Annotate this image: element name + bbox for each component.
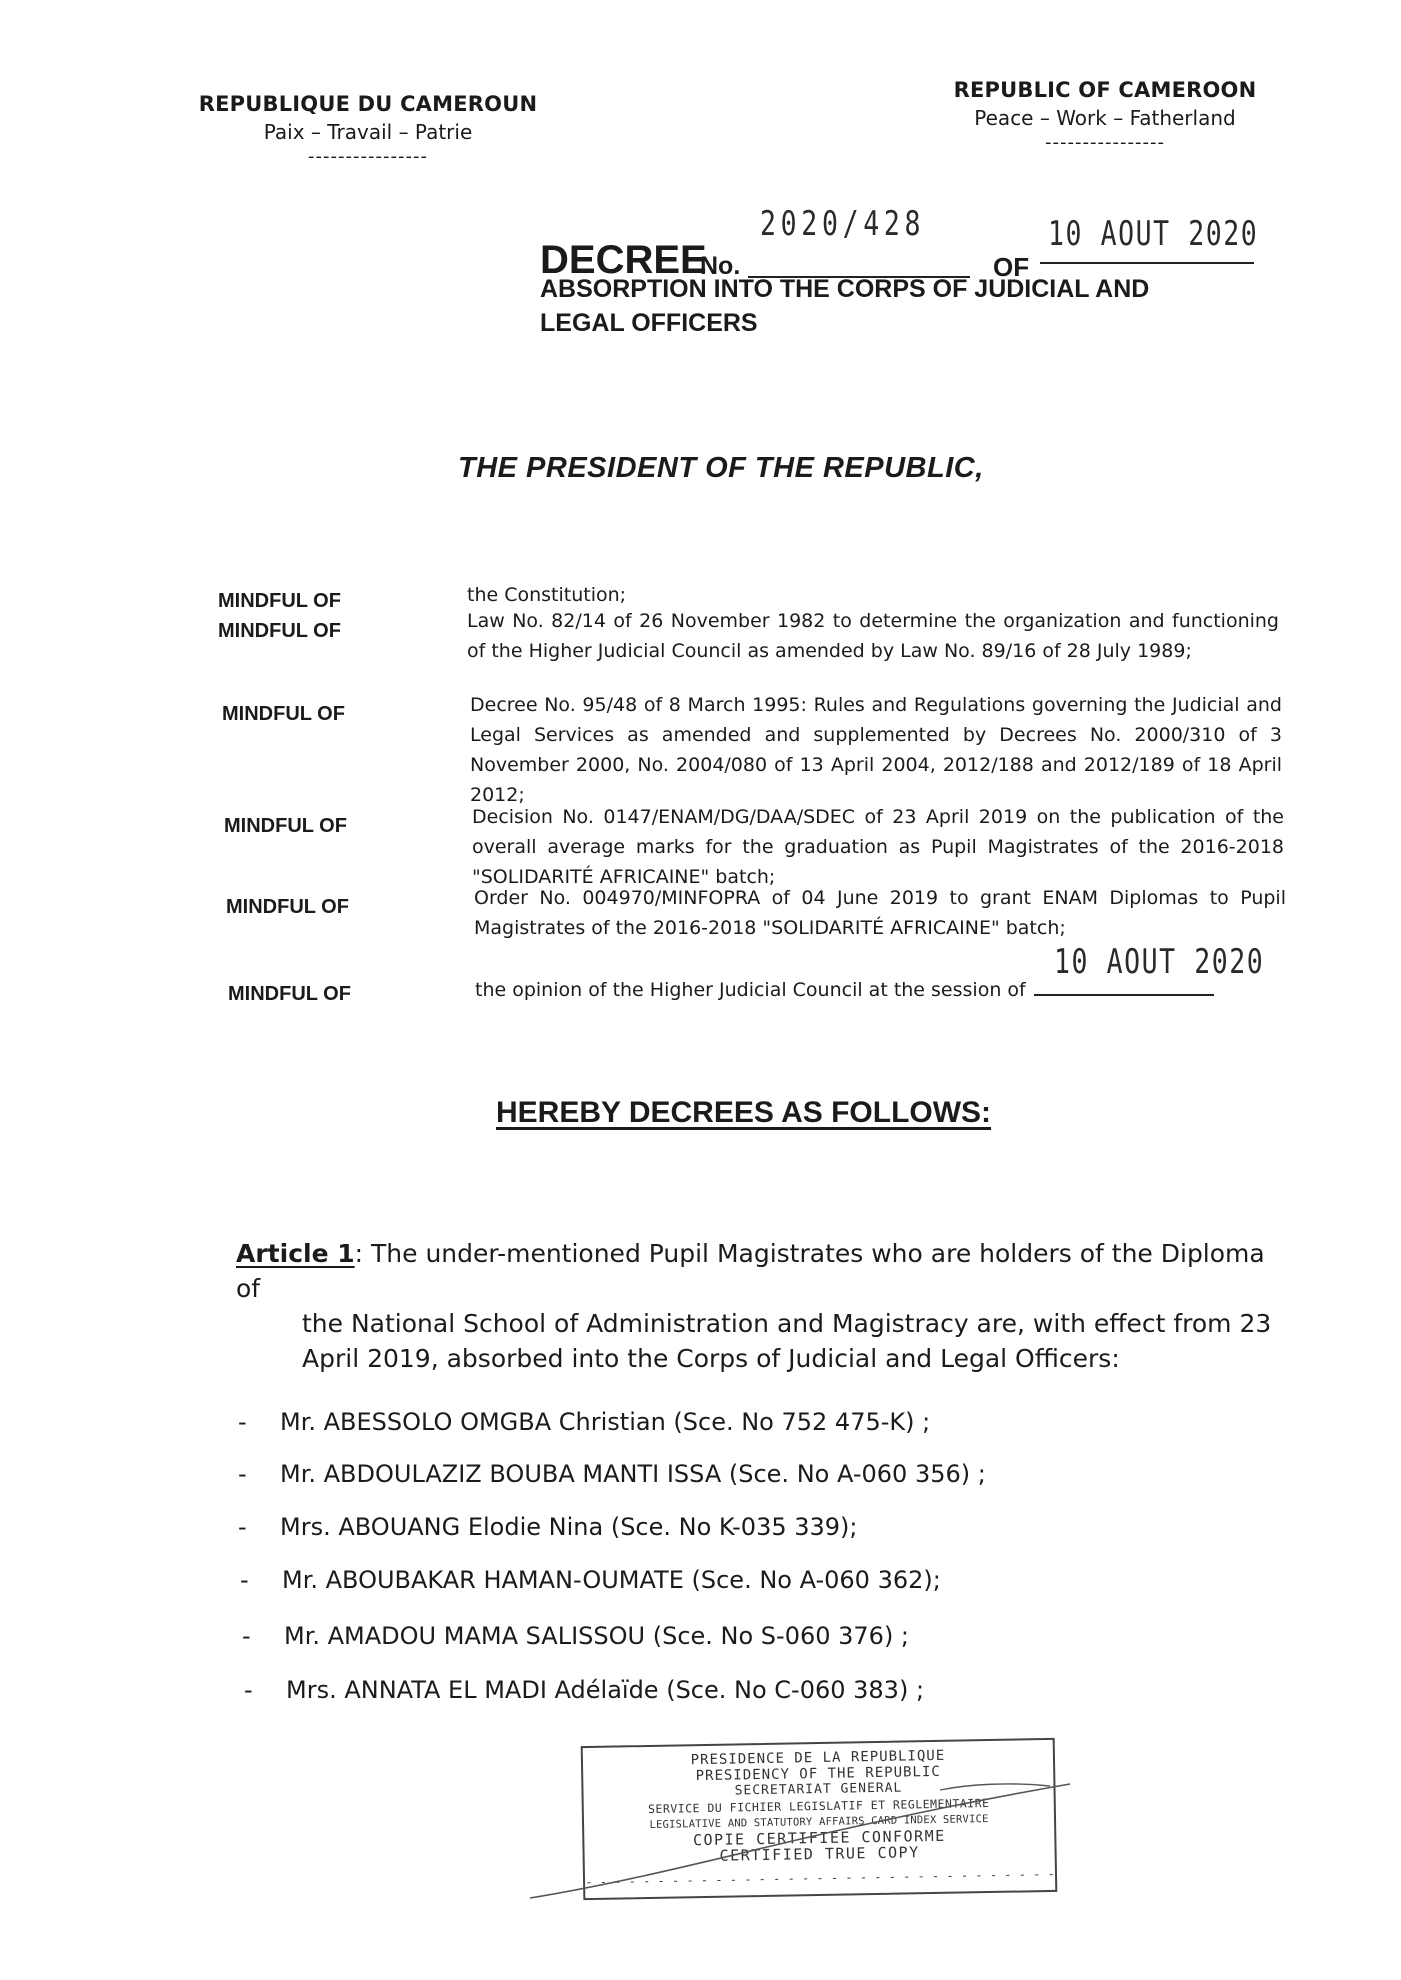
article-1-line-3: April 2019, absorbed into the Corps of Judicial and Legal Officers: <box>302 1344 1120 1373</box>
stamp-line-7: CERTIFIED TRUE COPY <box>719 1843 920 1865</box>
decree-date-line <box>1040 262 1254 264</box>
decree-subject-line-2: LEGAL OFFICERS <box>540 309 758 337</box>
list-item <box>244 1676 924 1704</box>
decree-subject-line-1: ABSORPTION INTO THE CORPS OF JUDICIAL AND <box>540 275 1150 303</box>
header-right-motto: Peace – Work – Fatherland <box>974 106 1236 130</box>
decree-subject <box>540 272 1149 340</box>
list-bullet: - <box>238 1460 247 1488</box>
list-item-text: Mr. AMADOU MAMA SALISSOU (Sce. No S-060 376) ; <box>284 1622 910 1650</box>
list-bullet: - <box>238 1513 247 1541</box>
decree-of-label: OF <box>993 252 1030 282</box>
council-session-line <box>1034 942 1265 996</box>
stamp-dashes: - - - - - - - - - - - - - - - - - - - - - - - - - - - - - - - - - <box>585 1866 1055 1890</box>
mindful-label-5: MINDFUL OF <box>226 896 349 918</box>
stamp-line-5: LEGISLATIVE AND STATUTORY AFFAIRS CARD INDEX SERVICE <box>649 1813 989 1831</box>
list-item <box>240 1566 941 1594</box>
stamp-line-4: SERVICE DU FICHIER LEGISLATIF ET REGLEMENTAIRE <box>647 1796 990 1816</box>
president-heading: THE PRESIDENT OF THE REPUBLIC, <box>458 452 984 484</box>
council-session-date: 10 AOUT 2020 <box>1053 942 1265 982</box>
article-1-line-1 <box>236 1236 1276 1306</box>
header-left <box>168 92 568 167</box>
list-item-text: Mr. ABDOULAZIZ BOUBA MANTI ISSA (Sce. No A-060 356) ; <box>280 1460 986 1488</box>
decree-title: DECREE <box>540 238 707 282</box>
article-1-line-2: the National School of Administration and Magistracy are, with effect from 23 <box>302 1309 1272 1338</box>
stamp-line-1: PRESIDENCE DE LA REPUBLIQUE <box>690 1747 946 1769</box>
list-item-text: Mrs. ANNATA EL MADI Adélaïde (Sce. No C-060 383) ; <box>286 1676 925 1704</box>
header-right <box>905 78 1305 153</box>
list-item <box>238 1408 930 1436</box>
mindful-label-3: MINDFUL OF <box>222 703 345 725</box>
mindful-text-2: Law No. 82/14 of 26 November 1982 to determine the organization and functioning of the Higher Judicial Council as amended by Law No. 89/16 of 28 July 1989; <box>467 610 1279 662</box>
stamp-line-2: PRESIDENCY OF THE REPUBLIC <box>695 1763 941 1785</box>
mindful-label-4: MINDFUL OF <box>224 815 347 837</box>
list-item-text: Mrs. ABOUANG Elodie Nina (Sce. No K-035 339); <box>280 1513 858 1541</box>
decree-number: 2020/428 <box>760 204 926 244</box>
list-item-text: Mr. ABOUBAKAR HAMAN-OUMATE (Sce. No A-060 362); <box>282 1566 941 1594</box>
list-bullet: - <box>238 1408 247 1436</box>
mindful-text-4: Decision No. 0147/ENAM/DG/DAA/SDEC of 23 April 2019 on the publication of the overall average marks for the graduation as Pupil Magistrates of the 2016-2018 "SOLIDARITÉ AFRICAINE" batch; <box>472 806 1284 888</box>
header-left-separator: ---------------- <box>308 146 428 167</box>
list-item-text: Mr. ABESSOLO OMGBA Christian (Sce. No 752 475-K) ; <box>280 1408 931 1436</box>
list-bullet: - <box>244 1676 253 1704</box>
header-left-motto: Paix – Travail – Patrie <box>263 120 473 144</box>
mindful-label-6: MINDFUL OF <box>228 983 351 1005</box>
article-1-label: Article 1 <box>236 1239 355 1268</box>
header-right-country: REPUBLIC OF CAMEROON <box>953 78 1257 102</box>
mindful-text-6 <box>475 942 1265 1001</box>
article-1 <box>236 1236 1276 1376</box>
stamp-line-6: COPIE CERTIFIEE CONFORME <box>692 1826 946 1850</box>
decree-date: 10 AOUT 2020 <box>1048 214 1259 254</box>
header-left-country: REPUBLIQUE DU CAMEROUN <box>198 92 538 116</box>
mindful-label-2: MINDFUL OF <box>218 620 341 642</box>
list-item <box>238 1460 986 1488</box>
mindful-text-1: the Constitution; <box>467 584 627 606</box>
article-1-line-1-text: : The under-mentioned Pupil Magistrates who are holders of the Diploma of <box>236 1239 1265 1303</box>
decree-no-label: No. <box>700 252 741 280</box>
decrees-heading: HEREBY DECREES AS FOLLOWS: <box>496 1096 992 1129</box>
mindful-text-5: Order No. 004970/MINFOPRA of 04 June 2019 to grant ENAM Diplomas to Pupil Magistrates of the 2016-2018 "SOLIDARITÉ AFRICAINE" batch; <box>474 887 1286 939</box>
list-bullet: - <box>240 1566 249 1594</box>
mindful-text-6-body: the opinion of the Higher Judicial Council at the session of <box>475 979 1026 1001</box>
header-right-separator: ---------------- <box>1045 132 1165 153</box>
stamp-signature-stroke <box>520 1770 1080 1910</box>
mindful-label-1: MINDFUL OF <box>218 590 341 612</box>
stamp-line-3: SECRETARIAT GENERAL <box>734 1780 903 1799</box>
list-item <box>242 1622 909 1650</box>
list-bullet: - <box>242 1622 251 1650</box>
list-item <box>238 1513 858 1541</box>
mindful-text-3: Decree No. 95/48 of 8 March 1995: Rules and Regulations governing the Judicial and Legal Services as amended and supplemented by Decrees No. 2000/310 of 3 November 2000, No. 2004/080 of 13 April 2004, 2012/188 and 2012/189 of 18 April 2012; <box>470 694 1282 806</box>
